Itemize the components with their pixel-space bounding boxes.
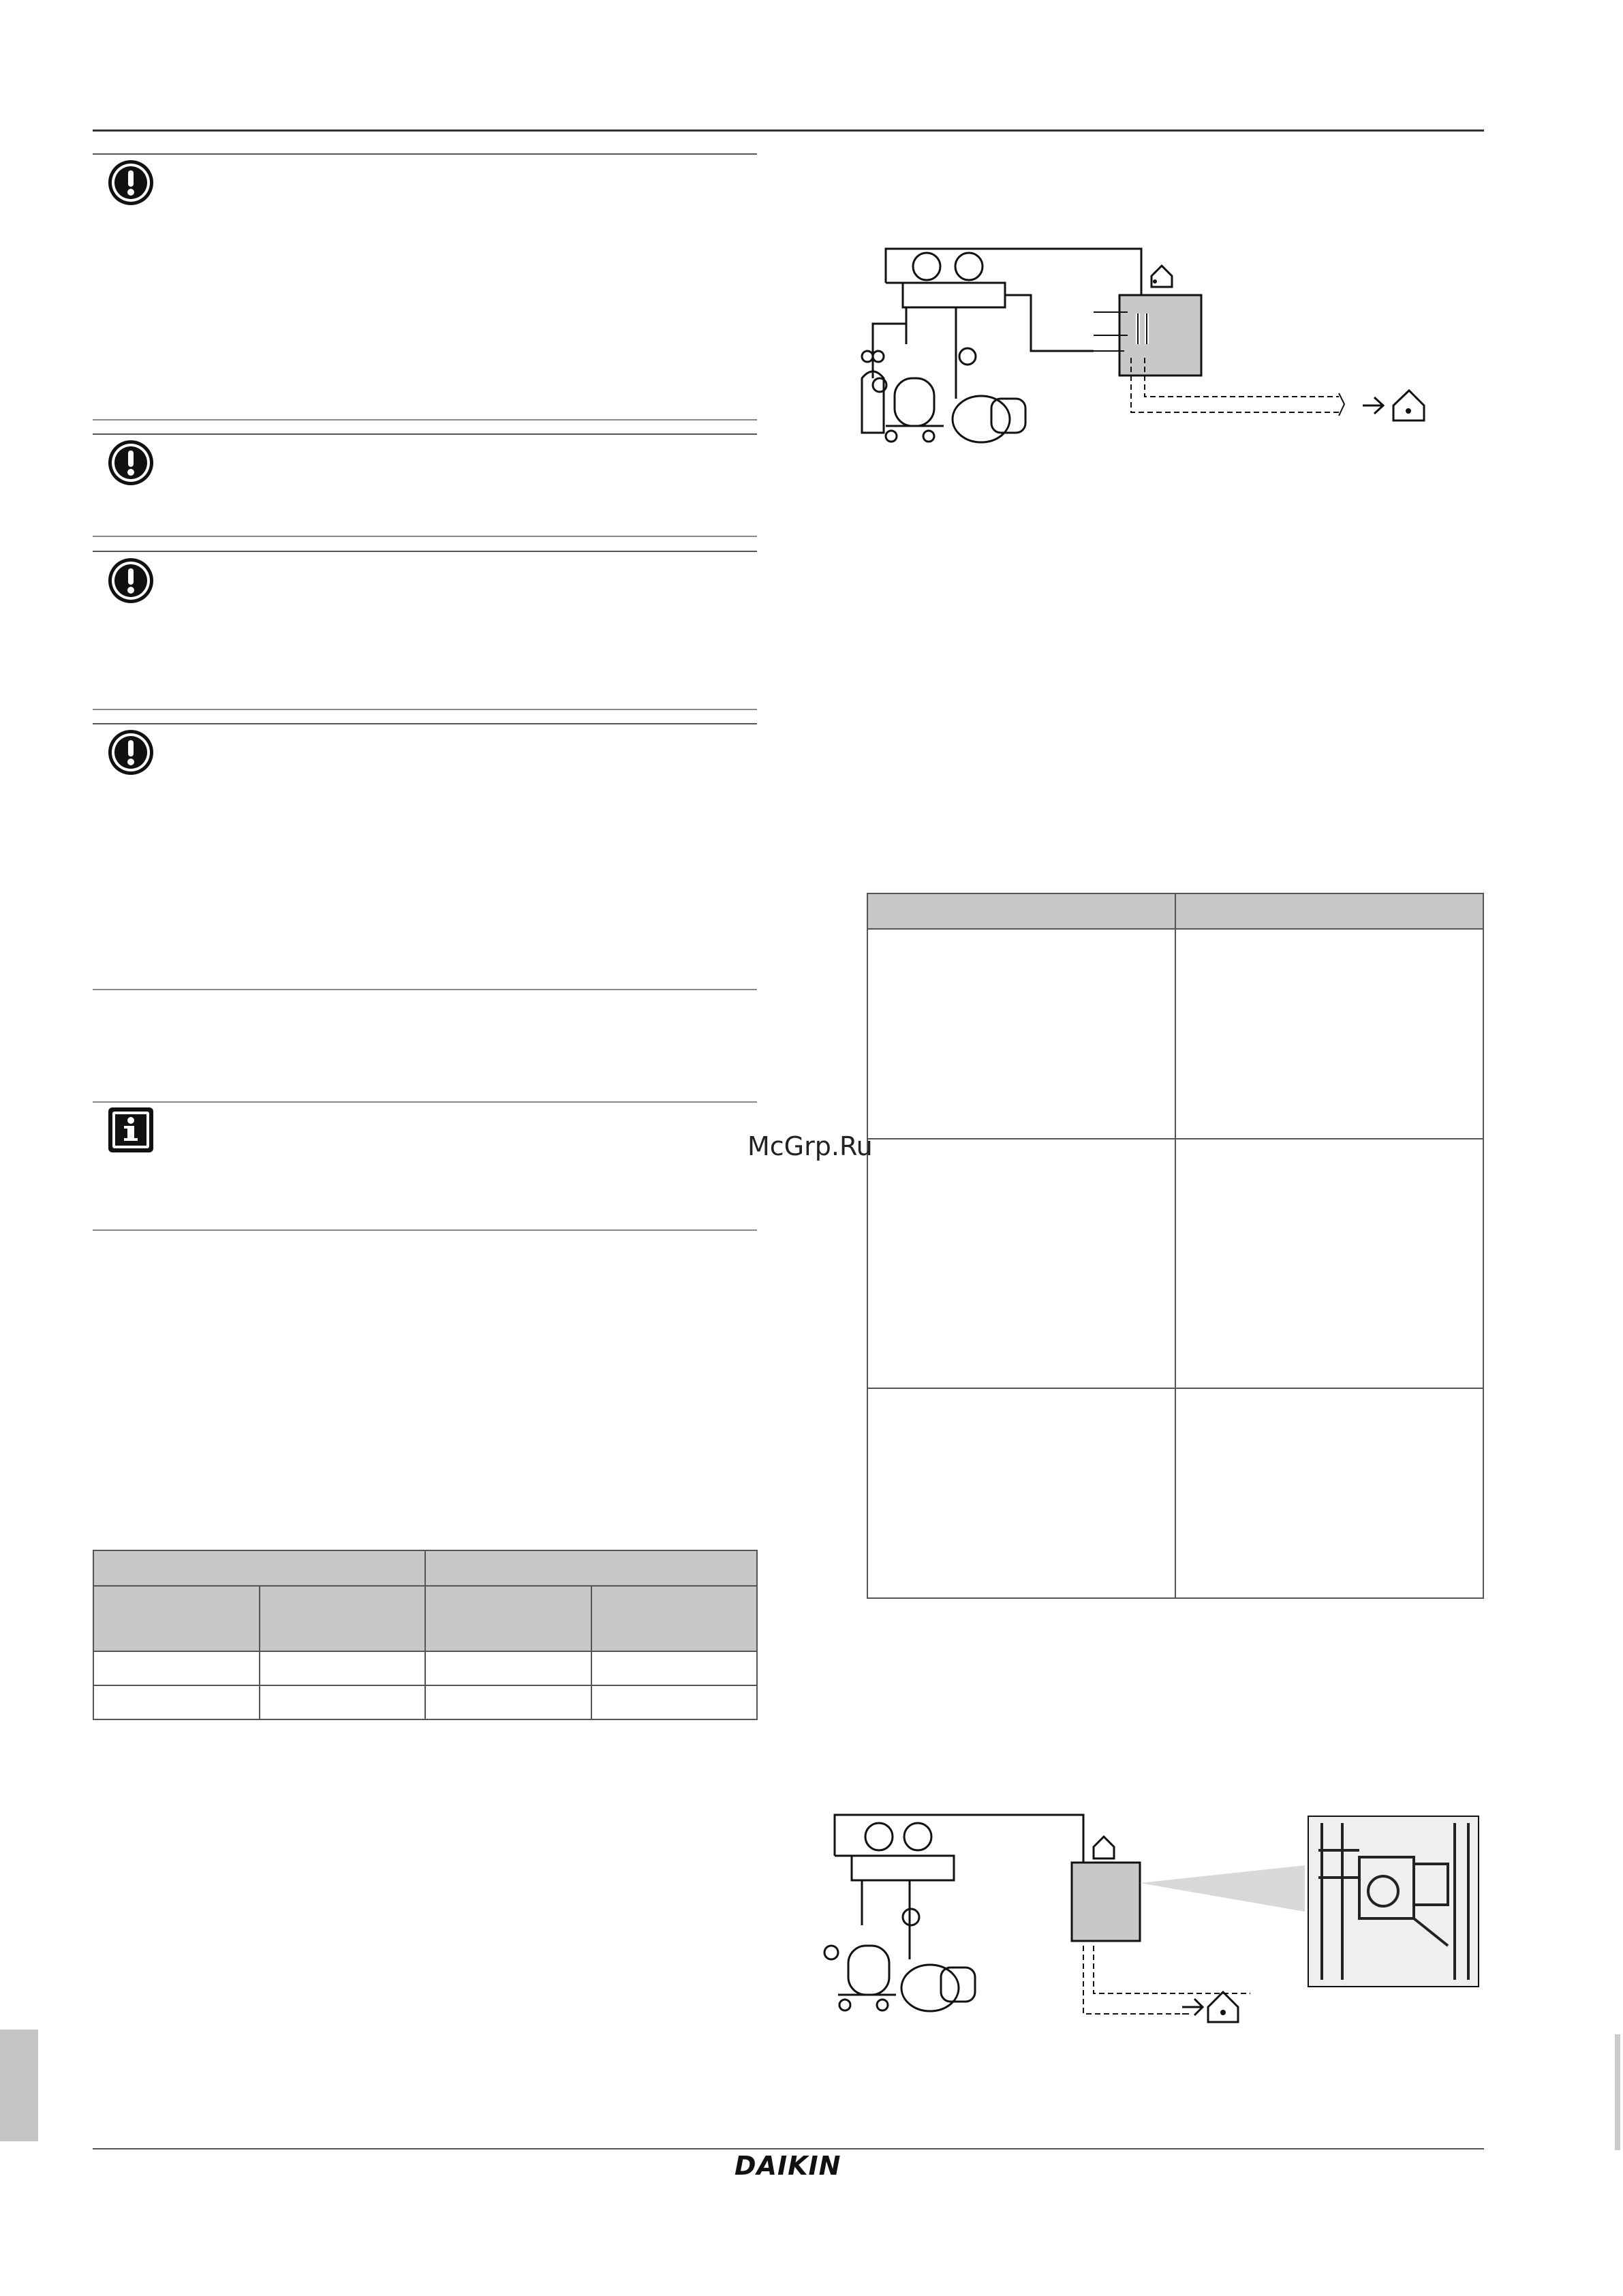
table-header-cell bbox=[1175, 893, 1483, 929]
warning-icon bbox=[106, 728, 155, 777]
table-row bbox=[867, 1139, 1483, 1388]
warning-icon bbox=[106, 158, 155, 207]
vacuum-setup-diagram-top bbox=[814, 242, 1434, 446]
notice-rule bbox=[93, 433, 757, 435]
table-header-cell bbox=[260, 1586, 426, 1651]
header-rule bbox=[93, 129, 1484, 132]
edge-marker bbox=[1615, 2034, 1620, 2150]
notice-rule bbox=[93, 709, 757, 710]
notice-rule bbox=[93, 1101, 757, 1103]
notice-rule bbox=[93, 536, 757, 537]
left-table bbox=[93, 1550, 758, 1720]
warning-icon bbox=[106, 438, 155, 487]
notice-rule bbox=[93, 551, 757, 552]
right-table bbox=[867, 893, 1484, 1599]
table-row bbox=[867, 929, 1483, 1139]
footer-rule bbox=[93, 2148, 1484, 2149]
table-row bbox=[93, 1685, 757, 1719]
notice-rule bbox=[93, 153, 757, 155]
vacuum-setup-diagram-bottom bbox=[814, 1809, 1485, 2034]
notice-rule bbox=[93, 419, 757, 420]
watermark: McGrp.Ru bbox=[747, 1131, 873, 1161]
table-row bbox=[867, 1388, 1483, 1598]
table-header-cell bbox=[93, 1586, 260, 1651]
table-header-cell bbox=[93, 1550, 425, 1586]
notice-rule bbox=[93, 1229, 757, 1231]
brand-logo: DAIKIN bbox=[735, 2151, 841, 2181]
notice-rule bbox=[93, 989, 757, 990]
info-icon bbox=[106, 1105, 155, 1154]
table-header-cell bbox=[867, 893, 1175, 929]
table-header-cell bbox=[425, 1550, 757, 1586]
table-header-cell bbox=[425, 1586, 591, 1651]
table-row bbox=[93, 1651, 757, 1685]
table-header-cell bbox=[591, 1586, 758, 1651]
section-tab bbox=[0, 2030, 38, 2141]
notice-rule bbox=[93, 723, 757, 724]
warning-icon bbox=[106, 556, 155, 605]
